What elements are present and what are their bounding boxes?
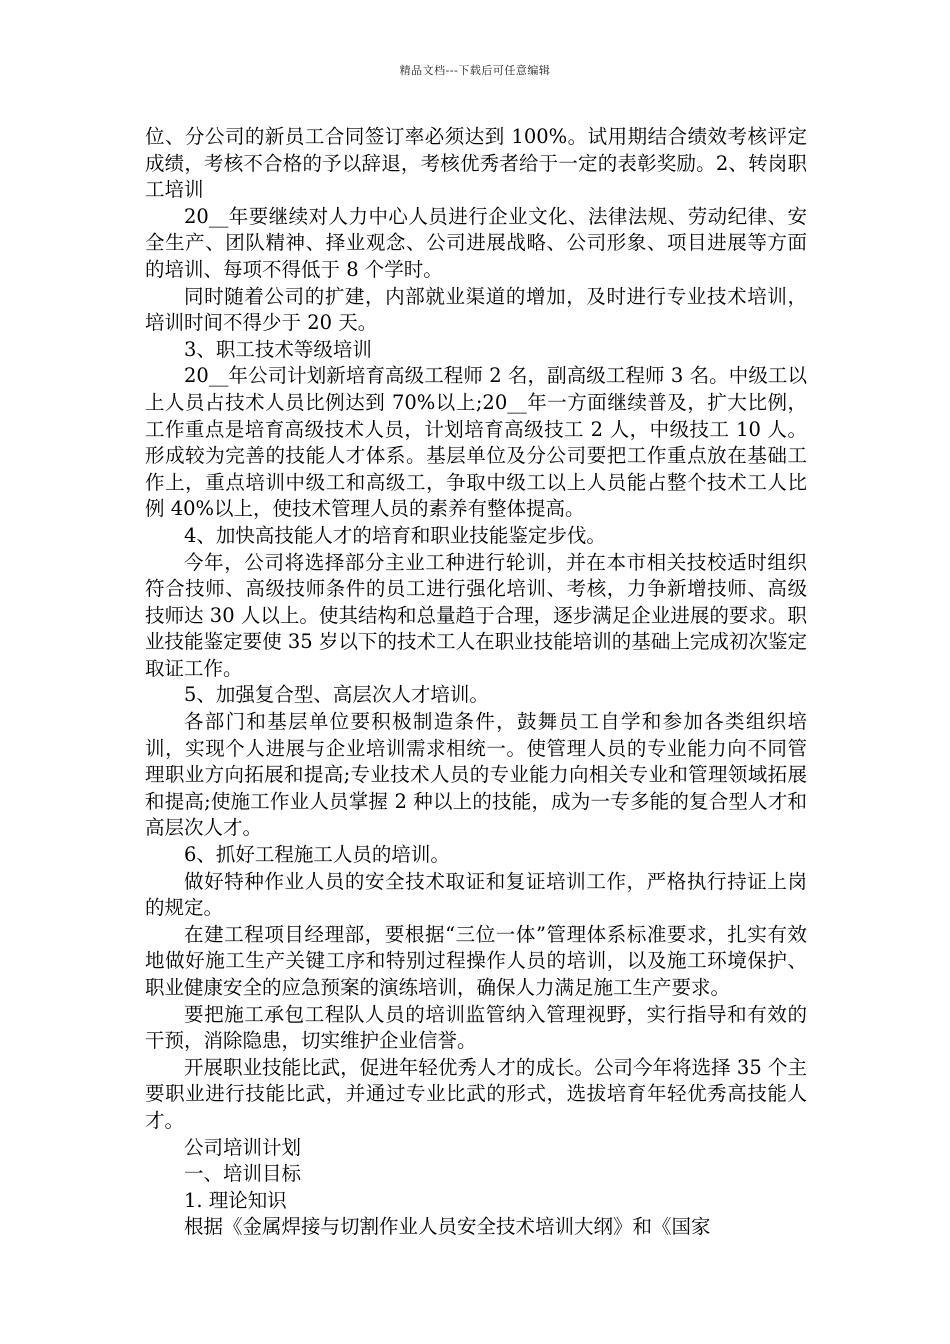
paragraph: 做好特种作业人员的安全技术取证和复证培训工作，严格执行持证上岗的规定。: [145, 869, 807, 920]
page-header: 精品文档---下载后可任意编辑: [399, 64, 551, 77]
document-subtitle: 公司培训计划: [184, 1135, 302, 1159]
section-heading: 5、加强复合型、高层次人才培训。: [184, 683, 489, 707]
section-heading: 6、抓好工程施工人员的培训。: [184, 843, 450, 867]
section-heading: 1. 理论知识: [184, 1188, 287, 1212]
paragraph: 20__年要继续对人力中心人员进行企业文化、法律法规、劳动纪律、安全生产、团队精神、择业观念、公司进展战略、公司形象、项目进展等方面的培训、每项不得低于 8 个学时。: [145, 204, 807, 281]
document-body: [145, 124, 807, 1241]
section-heading: 一、培训目标: [184, 1162, 302, 1186]
paragraph: 根据《金属焊接与切割作业人员安全技术培训大纲》和《国家: [184, 1215, 711, 1239]
paragraph: 各部门和基层单位要积极制造条件，鼓舞员工自学和参加各类组织培训，实现个人进展与企业培训需求相统一。使管理人员的专业能力向不同管理职业方向拓展和提高;专业技术人员的专业能力向相关专业和管理领域拓展和提高;使施工作业人员掌握 2 种以上的技能，成为一专多能的复合型人才和高层次人才。: [145, 710, 807, 840]
paragraph: 今年，公司将选择部分主业工种进行轮训，并在本市相关技校适时组织符合技师、高级技师条件的员工进行强化培训、考核，力争新增技师、高级技师达 30 人以上。使其结构和总量趋于合理，逐步满足企业进展的要求。职业技能鉴定要使 35 岁以下的技术工人在职业技能培训的基础上完成初次鉴定取证工作。: [145, 550, 807, 680]
paragraph: 开展职业技能比武，促进年轻优秀人才的成长。公司今年将选择 35 个主要职业进行技能比武，并通过专业比武的形式，选拔培育年轻优秀高技能人才。: [145, 1055, 807, 1132]
section-heading: 4、加快高技能人才的培育和职业技能鉴定步伐。: [184, 523, 606, 547]
paragraph: 要把施工承包工程队人员的培训监管纳入管理视野，实行指导和有效的干预，消除隐患，切实维护企业信誉。: [145, 1002, 807, 1053]
paragraph: 20__年公司计划新培育高级工程师 2 名，副高级工程师 3 名。中级工以上人员占技术人员比例达到 70%以上;20__年一方面继续普及，扩大比例，工作重点是培育高级技术人员，计划培育高级技工 2 人，中级技工 10 人。形成较为完善的技能人才体系。基层单位及分公司要把工作重点放在基础工作上，重点培训中级工和高级工，争取中级工以上人员能占整个技术工人比例 40%以上，使技术管理人员的素养有整体提高。: [145, 364, 807, 521]
paragraph: 同时随着公司的扩建，内部就业渠道的增加，及时进行专业技术培训，培训时间不得少于 20 天。: [145, 284, 807, 335]
section-heading: 3、职工技术等级培训: [184, 337, 372, 361]
paragraph: 在建工程项目经理部，要根据“三位一体”管理体系标准要求，扎实有效地做好施工生产关键工序和特别过程操作人员的培训，以及施工环境保护、职业健康安全的应急预案的演练培训，确保人力满足施工生产要求。: [145, 922, 807, 999]
paragraph: 位、分公司的新员工合同签订率必须达到 100%。试用期结合绩效考核评定成绩，考核不合格的予以辞退，考核优秀者给于一定的表彰奖励。2、转岗职工培训: [145, 125, 807, 202]
